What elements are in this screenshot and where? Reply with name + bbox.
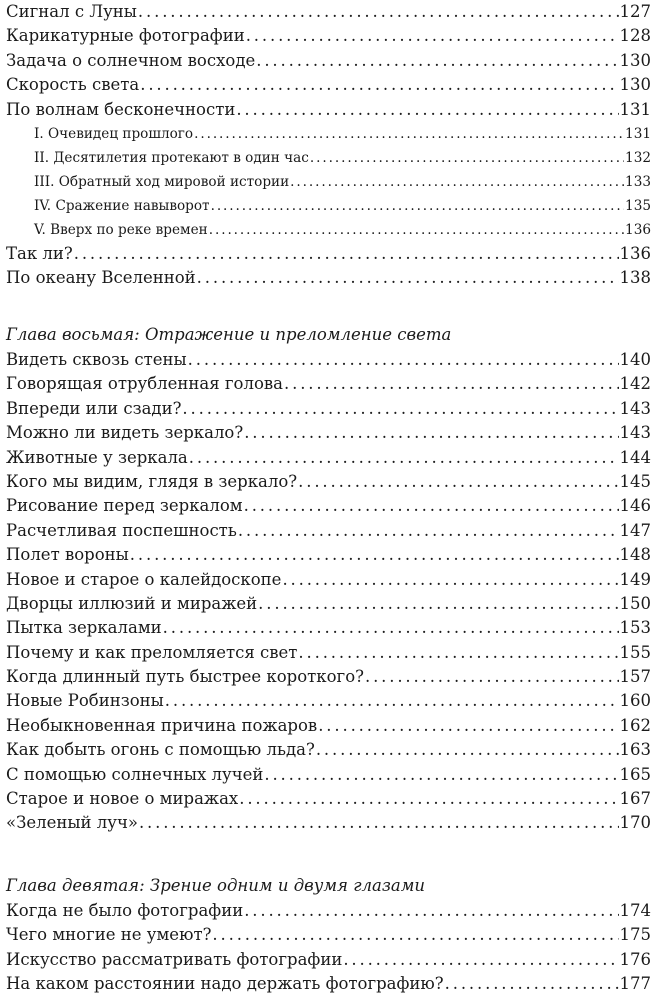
toc-entry-title: Как добыть огонь с помощью льда? <box>6 740 315 760</box>
toc-entry-title: Пытка зеркалами <box>6 618 162 638</box>
toc-entry[interactable] <box>6 242 651 266</box>
toc-entry[interactable] <box>6 266 651 290</box>
toc-entry-title: На каком расстоянии надо держать фотографию? <box>6 974 444 994</box>
toc-entry-title: III. Обратный ход мировой истории <box>34 173 290 190</box>
toc-entry[interactable] <box>6 899 651 923</box>
toc-entry-title: Скорость света <box>6 75 140 95</box>
toc-entry-title: Впереди или сзади? <box>6 398 182 418</box>
toc-entry-page: 127 <box>619 2 651 21</box>
toc-entry-page: 132 <box>625 149 651 166</box>
chapter-heading: Глава девятая: Зрение одним и двумя глазами <box>6 876 426 895</box>
toc-entry-page: 162 <box>619 715 651 735</box>
toc-entry-title: Когда длинный путь быстрее короткого? <box>6 667 364 687</box>
chapter-heading: Глава восьмая: Отражение и преломление света <box>6 325 452 344</box>
toc-entry-title: Новое и старое о калейдоскопе <box>6 569 282 589</box>
toc-entry-page: 146 <box>619 496 651 516</box>
toc-entry[interactable] <box>6 811 651 835</box>
toc-leader-dots <box>209 218 624 242</box>
toc-leader-dots <box>316 738 619 762</box>
toc-entry-title: I. Очевидец прошлого <box>34 125 194 142</box>
toc-entry-page: 174 <box>619 901 651 920</box>
toc-entry-page: 150 <box>619 593 651 613</box>
toc-entry[interactable] <box>6 972 651 996</box>
toc-leader-dots <box>182 397 618 421</box>
toc-entry-title: Чего многие не умеют? <box>6 925 212 945</box>
toc-entry-title: Полет вороны <box>6 545 129 565</box>
toc-entry-page: 176 <box>619 949 651 969</box>
toc-entry-title: Дворцы иллюзий и миражей <box>6 593 258 613</box>
toc-entry-page: 138 <box>619 268 651 288</box>
toc-subentry[interactable] <box>6 218 651 242</box>
toc-entry[interactable] <box>6 689 651 713</box>
toc-entry[interactable] <box>6 543 651 567</box>
toc-entry-title: Когда не было фотографии <box>6 901 244 920</box>
toc-leader-dots <box>343 948 618 972</box>
toc-entry-page: 131 <box>619 99 651 119</box>
toc-entry-title: Можно ли видеть зеркало? <box>6 423 244 443</box>
toc-entry-page: 177 <box>619 974 651 994</box>
toc-entry-page: 163 <box>619 740 651 760</box>
toc-subentry[interactable] <box>6 194 651 218</box>
toc-entry-title: Животные у зеркала <box>6 447 188 467</box>
toc-entry-page: 144 <box>619 447 651 467</box>
toc-entry-page: 149 <box>619 569 651 589</box>
toc-entry-title: Необыкновенная причина пожаров <box>6 715 318 735</box>
toc-entry-page: 128 <box>619 26 651 46</box>
toc-entry[interactable] <box>6 421 651 445</box>
toc-entry-page: 167 <box>619 789 651 809</box>
toc-leader-dots <box>290 170 624 194</box>
toc-entry-page: 140 <box>619 350 651 369</box>
toc-entry-page: 142 <box>619 374 651 394</box>
toc-entry-page: 165 <box>619 764 651 784</box>
toc-entry[interactable] <box>6 714 651 738</box>
toc-leader-dots <box>138 0 619 24</box>
toc-entry-page: 133 <box>625 173 651 190</box>
toc-entry[interactable] <box>6 641 651 665</box>
toc-entry-title: Новые Робинзоны <box>6 691 164 711</box>
toc-entry[interactable] <box>6 519 651 543</box>
toc-leader-dots <box>197 266 619 290</box>
toc-leader-dots <box>189 446 619 470</box>
toc-entry[interactable] <box>6 0 651 24</box>
toc-entry[interactable] <box>6 397 651 421</box>
toc-entry[interactable] <box>6 98 651 122</box>
toc-entry-title: Карикатурные фотографии <box>6 26 245 46</box>
toc-entry-title: Видеть сквозь стены <box>6 350 187 369</box>
toc-entry-title: Задача о солнечном восходе <box>6 50 256 70</box>
toc-entry-title: V. Вверх по реке времен <box>34 221 208 238</box>
toc-entry-title: Так ли? <box>6 243 73 263</box>
toc-entry-title: Расчетливая поспешность <box>6 520 237 540</box>
toc-entry[interactable] <box>6 738 651 762</box>
toc-leader-dots <box>74 242 619 266</box>
toc-leader-dots <box>211 194 624 218</box>
toc-leader-dots <box>258 592 618 616</box>
toc-entry-page: 153 <box>619 618 651 638</box>
toc-leader-dots <box>282 568 618 592</box>
toc-leader-dots <box>163 616 619 640</box>
toc-entry-title: Кого мы видим, глядя в зеркало? <box>6 471 298 491</box>
toc-entry-title: По океану Вселенной <box>6 268 196 288</box>
toc-leader-dots <box>239 787 618 811</box>
toc-leader-dots <box>445 972 619 996</box>
toc-entry-page: 135 <box>625 197 651 214</box>
toc-entry-title: Сигнал с Луны <box>6 2 137 21</box>
toc-entry-page: 170 <box>619 813 651 833</box>
toc-entry-page: 148 <box>619 545 651 565</box>
toc-entry[interactable] <box>6 470 651 494</box>
toc-entry[interactable] <box>6 763 651 787</box>
toc-list <box>6 899 651 997</box>
toc-leader-dots <box>298 641 618 665</box>
toc-entry[interactable] <box>6 787 651 811</box>
toc-leader-dots <box>236 98 618 122</box>
toc-leader-dots <box>140 73 618 97</box>
toc-entry-title: «Зеленый луч» <box>6 813 138 833</box>
toc-subentry[interactable] <box>6 170 651 194</box>
toc-leader-dots <box>244 899 618 923</box>
toc-entry-title: II. Десятилетия протекают в один час <box>34 149 309 166</box>
toc-leader-dots <box>246 24 619 48</box>
toc-entry[interactable] <box>6 24 651 48</box>
toc-list <box>6 0 651 291</box>
toc-leader-dots <box>139 811 619 835</box>
toc-section-continued <box>6 0 651 291</box>
toc-leader-dots <box>310 146 624 170</box>
toc-entry[interactable] <box>6 665 651 689</box>
toc-entry-title: По волнам бесконечности <box>6 99 236 119</box>
toc-entry[interactable] <box>6 948 651 972</box>
toc-entry-title: Рисование перед зеркалом <box>6 496 243 516</box>
toc-leader-dots <box>212 923 618 947</box>
toc-leader-dots <box>194 122 624 146</box>
toc-entry-page: 136 <box>619 243 651 263</box>
toc-entry-title: Почему и как преломляется свет <box>6 642 298 662</box>
toc-entry-page: 175 <box>619 925 651 945</box>
toc-leader-dots <box>318 714 618 738</box>
toc-entry[interactable] <box>6 616 651 640</box>
toc-entry-page: 143 <box>619 398 651 418</box>
toc-entry-page: 157 <box>619 667 651 687</box>
toc-entry-page: 130 <box>619 50 651 70</box>
toc-leader-dots <box>238 519 619 543</box>
toc-entry-page: 160 <box>619 691 651 711</box>
toc-entry[interactable] <box>6 446 651 470</box>
toc-entry-page: 130 <box>619 75 651 95</box>
toc-leader-dots <box>264 763 618 787</box>
toc-leader-dots <box>365 665 619 689</box>
toc-entry-page: 131 <box>625 125 651 142</box>
toc-entry[interactable] <box>6 73 651 97</box>
toc-subentry[interactable] <box>6 146 651 170</box>
toc-subentry[interactable] <box>6 122 651 146</box>
toc-entry[interactable] <box>6 923 651 947</box>
toc-leader-dots <box>298 470 618 494</box>
toc-entry[interactable] <box>6 592 651 616</box>
toc-leader-dots <box>284 372 618 396</box>
toc-entry-title: С помощью солнечных лучей <box>6 764 264 784</box>
toc-leader-dots <box>130 543 619 567</box>
toc-leader-dots <box>244 421 618 445</box>
toc-entry-title: Говорящая отрубленная голова <box>6 374 284 394</box>
toc-entry-title: IV. Сражение навыворот <box>34 197 210 214</box>
toc-entry[interactable] <box>6 372 651 396</box>
toc-entry-page: 147 <box>619 520 651 540</box>
toc-entry-title: Старое и новое о миражах <box>6 789 239 809</box>
toc-entry-title: Искусство рассматривать фотографии <box>6 949 343 969</box>
toc-chapter-eight <box>6 322 651 836</box>
toc-leader-dots <box>188 348 619 372</box>
toc-leader-dots <box>256 49 618 73</box>
toc-leader-dots <box>165 689 619 713</box>
toc-entry-page: 145 <box>619 471 651 491</box>
toc-entry[interactable] <box>6 49 651 73</box>
toc-entry-page: 155 <box>619 642 651 662</box>
toc-entry-page: 143 <box>619 423 651 443</box>
toc-chapter-nine <box>6 873 651 997</box>
toc-leader-dots <box>244 494 619 518</box>
toc-entry-page: 136 <box>625 221 651 238</box>
toc-entry[interactable] <box>6 348 651 372</box>
toc-entry[interactable] <box>6 494 651 518</box>
toc-entry[interactable] <box>6 568 651 592</box>
toc-list <box>6 348 651 836</box>
